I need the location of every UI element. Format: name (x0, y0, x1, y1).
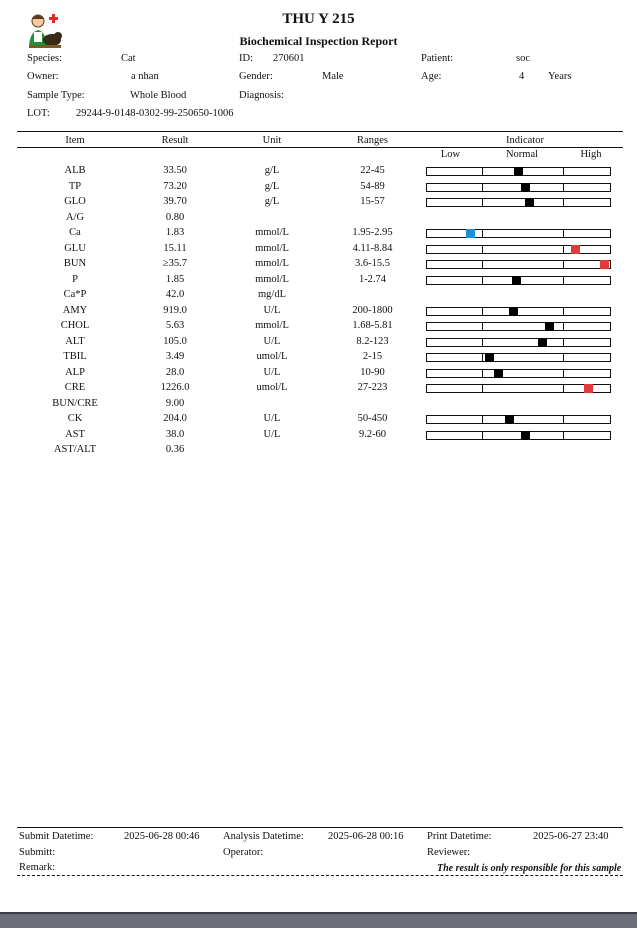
gender-label: Gender: (239, 71, 273, 82)
indicator-divider (482, 385, 483, 392)
result-value: 5.63 (165, 320, 185, 331)
table-row (0, 274, 637, 289)
indicator-bar (426, 260, 611, 269)
sample-type-label: Sample Type: (27, 90, 85, 101)
indicator-divider (482, 323, 483, 330)
result-range: 2-15 (362, 351, 383, 362)
table-row (0, 305, 637, 320)
table-row (0, 367, 637, 382)
result-range: 8.2-123 (356, 335, 389, 347)
result-unit: U/L (263, 304, 281, 316)
header-top-rule (17, 131, 623, 132)
result-range: 1.68-5.81 (352, 320, 393, 331)
result-value: 73.20 (163, 180, 187, 192)
result-item-name: TP (68, 180, 82, 192)
indicator-divider (563, 199, 564, 206)
result-unit: g/L (264, 165, 280, 176)
indicator-divider (563, 323, 564, 330)
result-value: 0.80 (165, 211, 185, 223)
result-item-name: P (72, 273, 78, 285)
indicator-bar (426, 276, 611, 285)
result-value: 15.11 (163, 242, 187, 254)
result-range: 1-2.74 (358, 273, 387, 285)
result-unit: U/L (263, 413, 281, 424)
result-value: 1.83 (165, 227, 185, 238)
indicator-bar (426, 245, 611, 254)
result-item-name: AMY (62, 304, 88, 316)
window-status-bar (0, 914, 637, 928)
indicator-marker (509, 307, 518, 316)
indicator-bar (426, 353, 611, 362)
result-item-name: GLO (64, 196, 86, 207)
print-datetime-value: 2025-06-27 23:40 (533, 831, 609, 842)
result-value: 105.0 (163, 335, 187, 347)
report-title: THU Y 215 (282, 11, 355, 27)
owner-value: a nhan (131, 71, 159, 82)
indicator-divider (482, 230, 483, 237)
age-unit: Years (548, 71, 572, 82)
result-item-name: CHOL (60, 320, 90, 331)
result-item-name: TBIL (63, 351, 87, 362)
indicator-divider (563, 432, 564, 439)
result-item-name: ALB (64, 165, 86, 176)
table-row (0, 181, 637, 196)
table-row (0, 398, 637, 413)
result-unit: mmol/L (255, 242, 289, 254)
analysis-datetime-value: 2025-06-28 00:16 (328, 831, 404, 842)
id-value: 270601 (273, 53, 305, 64)
result-value: 33.50 (163, 165, 187, 176)
indicator-marker (525, 198, 534, 207)
indicator-divider (482, 432, 483, 439)
result-unit: mmol/L (255, 227, 289, 238)
age-value: 4 (519, 71, 525, 82)
indicator-bar (426, 183, 611, 192)
col-header-item: Item (65, 135, 85, 146)
result-item-name: ALP (65, 366, 85, 378)
result-range: 22-45 (360, 165, 385, 176)
result-range: 15-57 (360, 196, 385, 207)
result-value: 204.0 (163, 413, 187, 424)
submit-datetime-label: Submit Datetime: (19, 831, 94, 842)
indicator-divider (482, 354, 483, 361)
indicator-divider (563, 261, 564, 268)
indicator-divider (482, 339, 483, 346)
result-item-name: BUN (63, 258, 87, 269)
footer-dashed-rule (17, 875, 623, 876)
lot-value: 29244-9-0148-0302-99-250650-1006 (76, 108, 234, 119)
result-value: 1226.0 (160, 382, 190, 393)
table-row (0, 444, 637, 459)
result-item-name: Ca (69, 227, 81, 238)
result-range: 200-1800 (352, 304, 393, 316)
indicator-marker (521, 431, 530, 440)
indicator-marker (521, 183, 530, 192)
id-label: ID: (239, 53, 253, 64)
indicator-divider (482, 308, 483, 315)
result-unit: g/L (264, 180, 280, 192)
result-value: 9.00 (165, 397, 185, 409)
result-value: ≥35.7 (162, 258, 188, 269)
indicator-divider (563, 370, 564, 377)
result-value: 3.49 (165, 351, 185, 362)
indicator-normal-label: Normal (505, 149, 539, 160)
remark-label: Remark: (19, 862, 56, 873)
submitter-label: Submitt: (19, 847, 56, 858)
owner-label: Owner: (27, 71, 59, 82)
result-value: 919.0 (163, 304, 187, 316)
indicator-divider (482, 416, 483, 423)
result-value: 28.0 (165, 366, 185, 378)
table-row (0, 351, 637, 366)
indicator-divider (482, 168, 483, 175)
result-item-name: A/G (65, 211, 85, 223)
sample-type-value: Whole Blood (130, 90, 187, 101)
submit-datetime-value: 2025-06-28 00:46 (124, 831, 200, 842)
species-label: Species: (27, 53, 62, 64)
result-item-name: AST/ALT (53, 444, 97, 455)
age-label: Age: (421, 71, 442, 82)
result-unit: U/L (263, 428, 281, 440)
indicator-bar (426, 415, 611, 424)
indicator-marker (485, 353, 494, 362)
result-unit: g/L (264, 196, 280, 207)
indicator-divider (563, 385, 564, 392)
indicator-divider (563, 246, 564, 253)
result-unit: mmol/L (255, 273, 289, 285)
indicator-bar (426, 322, 611, 331)
indicator-bar (426, 307, 611, 316)
result-item-name: CK (67, 413, 83, 424)
indicator-high-label: High (580, 149, 602, 160)
result-value: 39.70 (163, 196, 187, 207)
table-row (0, 289, 637, 304)
indicator-divider (482, 184, 483, 191)
indicator-bar (426, 369, 611, 378)
table-row (0, 196, 637, 211)
indicator-bar (426, 229, 611, 238)
indicator-bar (426, 167, 611, 176)
table-row (0, 165, 637, 180)
result-unit: U/L (263, 335, 281, 347)
indicator-marker (512, 276, 521, 285)
result-unit: mg/dL (258, 289, 286, 300)
indicator-marker (545, 322, 554, 331)
result-range: 1.95-2.95 (352, 227, 393, 238)
indicator-divider (482, 261, 483, 268)
indicator-low-label: Low (440, 149, 461, 160)
gender-value: Male (322, 71, 344, 82)
table-row (0, 258, 637, 273)
footer-top-rule (17, 827, 623, 828)
result-range: 27-223 (357, 382, 388, 393)
result-unit: umol/L (256, 382, 288, 393)
indicator-marker (600, 260, 609, 269)
indicator-divider (482, 277, 483, 284)
result-range: 54-89 (360, 180, 385, 192)
patient-value: soc (516, 53, 530, 64)
indicator-divider (482, 199, 483, 206)
result-unit: mmol/L (255, 258, 289, 269)
result-value: 1.85 (165, 273, 185, 285)
col-header-result: Result (161, 135, 189, 146)
table-row (0, 336, 637, 351)
operator-label: Operator: (223, 847, 264, 858)
result-value: 38.0 (165, 428, 185, 440)
table-row (0, 413, 637, 428)
disclaimer-text: The result is only responsible for this sample (437, 863, 622, 874)
result-value: 42.0 (165, 289, 185, 300)
patient-label: Patient: (421, 53, 454, 64)
reviewer-label: Reviewer: (427, 847, 471, 858)
table-row (0, 320, 637, 335)
table-row (0, 243, 637, 258)
col-header-indicator: Indicator (506, 135, 544, 146)
col-header-ranges: Ranges (357, 135, 388, 146)
result-range: 10-90 (360, 366, 385, 378)
indicator-divider (563, 168, 564, 175)
indicator-divider (563, 308, 564, 315)
table-row (0, 382, 637, 397)
indicator-divider (563, 354, 564, 361)
diagnosis-label: Diagnosis: (239, 90, 284, 101)
indicator-bar (426, 431, 611, 440)
result-unit: U/L (263, 366, 281, 378)
result-range: 9.2-60 (358, 428, 387, 440)
indicator-marker (514, 167, 523, 176)
result-item-name: Ca*P (63, 289, 87, 300)
result-range: 3.6-15.5 (355, 258, 390, 269)
result-item-name: BUN/CRE (52, 397, 98, 409)
result-unit: mmol/L (255, 320, 289, 331)
lot-label: LOT: (27, 108, 50, 119)
indicator-marker (505, 415, 514, 424)
result-item-name: CRE (64, 382, 86, 393)
indicator-divider (563, 339, 564, 346)
indicator-bar (426, 338, 611, 347)
result-range: 50-450 (357, 413, 388, 424)
table-row (0, 429, 637, 444)
indicator-divider (563, 416, 564, 423)
result-item-name: GLU (64, 242, 86, 254)
indicator-bar (426, 384, 611, 393)
col-header-unit: Unit (262, 135, 282, 146)
result-range: 4.11-8.84 (352, 242, 393, 254)
header-bottom-rule (17, 147, 623, 148)
indicator-marker (571, 245, 580, 254)
indicator-marker (466, 229, 475, 238)
result-unit: umol/L (256, 351, 288, 362)
indicator-divider (563, 184, 564, 191)
indicator-divider (563, 230, 564, 237)
result-value: 0.36 (165, 444, 185, 455)
indicator-divider (563, 277, 564, 284)
indicator-marker (584, 384, 593, 393)
indicator-divider (482, 246, 483, 253)
table-row (0, 227, 637, 242)
indicator-divider (482, 370, 483, 377)
result-item-name: ALT (65, 335, 85, 347)
print-datetime-label: Print Datetime: (427, 831, 492, 842)
result-item-name: AST (65, 428, 85, 440)
analysis-datetime-label: Analysis Datetime: (223, 831, 304, 842)
report-subtitle: Biochemical Inspection Report (239, 34, 398, 48)
indicator-marker (494, 369, 503, 378)
indicator-bar (426, 198, 611, 207)
species-value: Cat (121, 53, 136, 64)
table-row (0, 212, 637, 227)
indicator-marker (538, 338, 547, 347)
